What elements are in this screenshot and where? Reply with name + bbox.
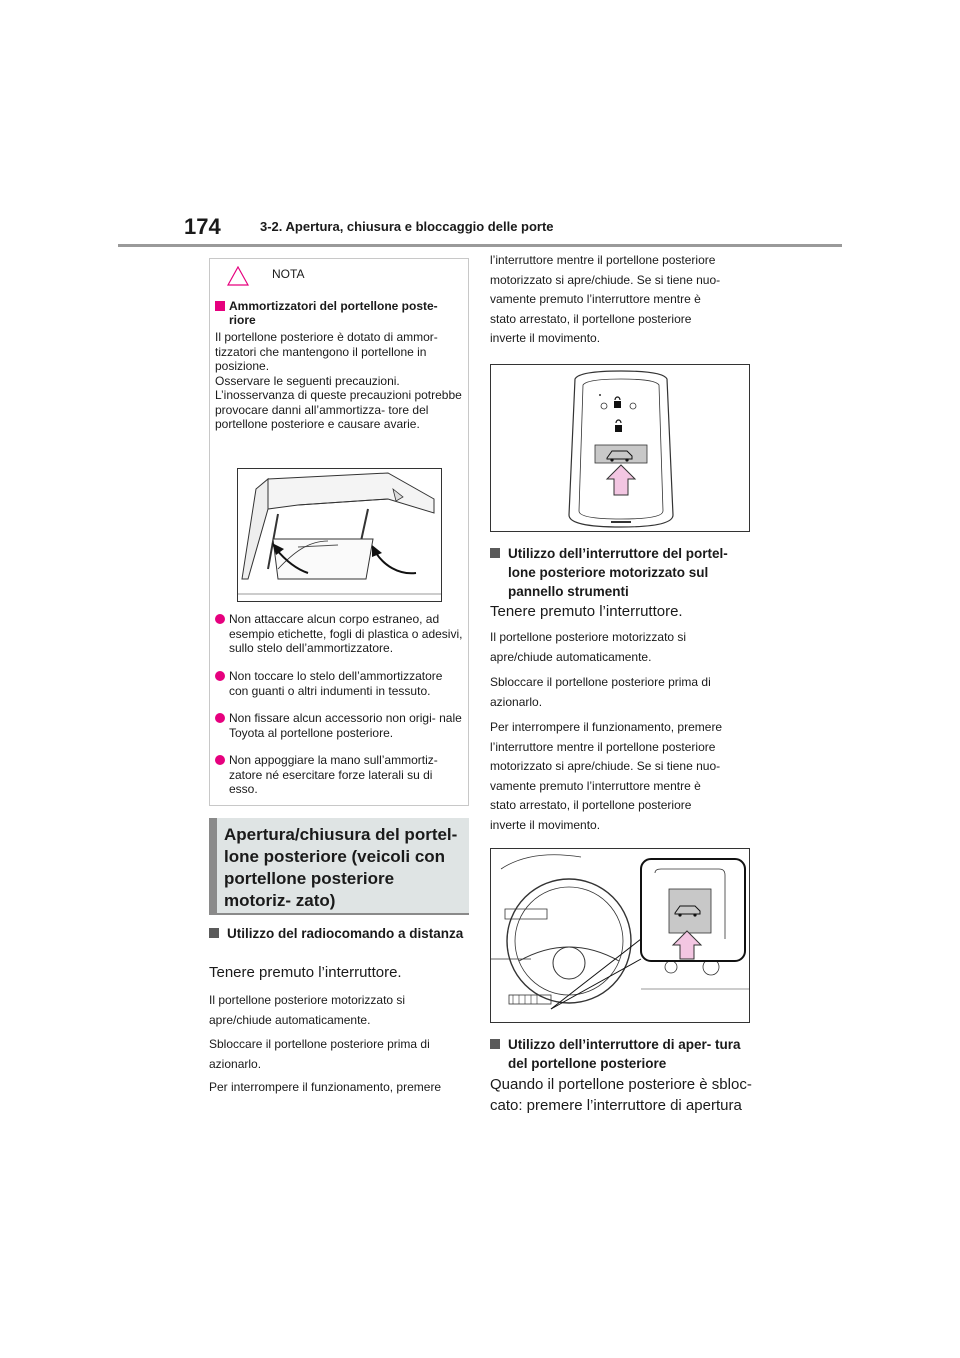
caution-bullet: Non attaccare alcun corpo estraneo, ad esempio etichette, fogli di plastica o adesivi, sullo stelo dell’ammortizzatore. <box>215 612 463 656</box>
remote-paragraph: Per interrompere il funzionamento, premere <box>209 1080 442 1094</box>
smart-key-drawing <box>491 365 750 532</box>
opener-subheading: Utilizzo dell’interruttore di aper- tura del portellone posteriore <box>490 1035 755 1073</box>
caution-label: NOTA <box>272 267 305 281</box>
dashboard-paragraph: Il portellone posteriore motorizzato si apre/chiude automaticamente. <box>490 630 687 664</box>
round-bullet-icon <box>215 713 225 723</box>
caution-bullet: Non fissare alcun accessorio non origi- nale Toyota al portellone posteriore. <box>215 711 463 740</box>
square-bullet-icon <box>209 928 219 938</box>
dashboard-lead: Tenere premuto l’interruttore. <box>490 603 683 620</box>
remote-subheading: Utilizzo del radiocomando a distanza <box>209 924 469 943</box>
round-bullet-icon <box>215 614 225 624</box>
section-heading: Apertura/chiusura del portel- lone posteriore (veicoli con portellone posteriore motoriz- zato) <box>209 818 469 915</box>
header-rule <box>118 244 842 247</box>
square-bullet-icon <box>490 1039 500 1049</box>
remote-paragraph: Il portellone posteriore motorizzato si apre/chiude automaticamente. <box>209 993 406 1027</box>
caution-header <box>210 259 468 293</box>
warning-triangle-icon <box>227 266 249 286</box>
remote-lead: Tenere premuto l’interruttore. <box>209 964 402 981</box>
square-bullet-icon <box>215 301 225 311</box>
round-bullet-icon <box>215 671 225 681</box>
dashboard-switch-illustration <box>490 848 750 1023</box>
caution-subtitle: Ammortizzatori del portellone poste- riore <box>215 299 461 327</box>
smart-key-illustration <box>490 364 750 532</box>
dashboard-subheading: Utilizzo dell’interruttore del portel- lone posteriore motorizzato sul pannello strumenti <box>490 544 755 601</box>
opener-lead: Quando il portellone posteriore è sbloc- cato: premere l’interruttore di apertura <box>490 1076 752 1114</box>
dashboard-paragraph: Per interrompere il funzionamento, premere l’interruttore mentre il portellone posteriore motorizzato si apre/chiude. Se si tiene nuo- vamente premuto l’interruttore mentre è stato arrestato, il portellone posteriore inverte il movimento. <box>490 720 723 832</box>
caution-intro: Il portellone posteriore è dotato di ammor- tizzatori che mantengono il portellone in posizione. Osservare le seguenti precauzioni. L’inosservanza di queste precauzioni potrebbe provocare danni all’ammortizza- tore del portellone posteriore e causare avarie. <box>215 330 462 431</box>
page-number: 174 <box>184 214 221 239</box>
tailgate-drawing <box>238 469 442 602</box>
remote-paragraph-continued: l’interruttore mentre il portellone posteriore motorizzato si apre/chiude. Se si tiene nuo- vamente premuto l’interruttore mentre è stato arrestato, il portellone posteriore inverte il movimento. <box>490 253 721 345</box>
remote-paragraph: Sbloccare il portellone posteriore prima di azionarlo. <box>209 1037 430 1071</box>
dashboard-drawing <box>491 849 750 1023</box>
caution-bullet: Non toccare lo stelo dell’ammortizzatore con guanti o altri indumenti in tessuto. <box>215 669 463 698</box>
square-bullet-icon <box>490 548 500 558</box>
dashboard-paragraph: Sbloccare il portellone posteriore prima di azionarlo. <box>490 675 711 709</box>
caution-bullet: Non appoggiare la mano sull’ammortiz- zatore né esercitare forze laterali su di esso. <box>215 753 463 797</box>
round-bullet-icon <box>215 755 225 765</box>
caution-box <box>209 258 469 806</box>
tailgate-damper-illustration <box>237 468 442 602</box>
section-title: 3-2. Apertura, chiusura e bloccaggio delle porte <box>260 219 554 234</box>
